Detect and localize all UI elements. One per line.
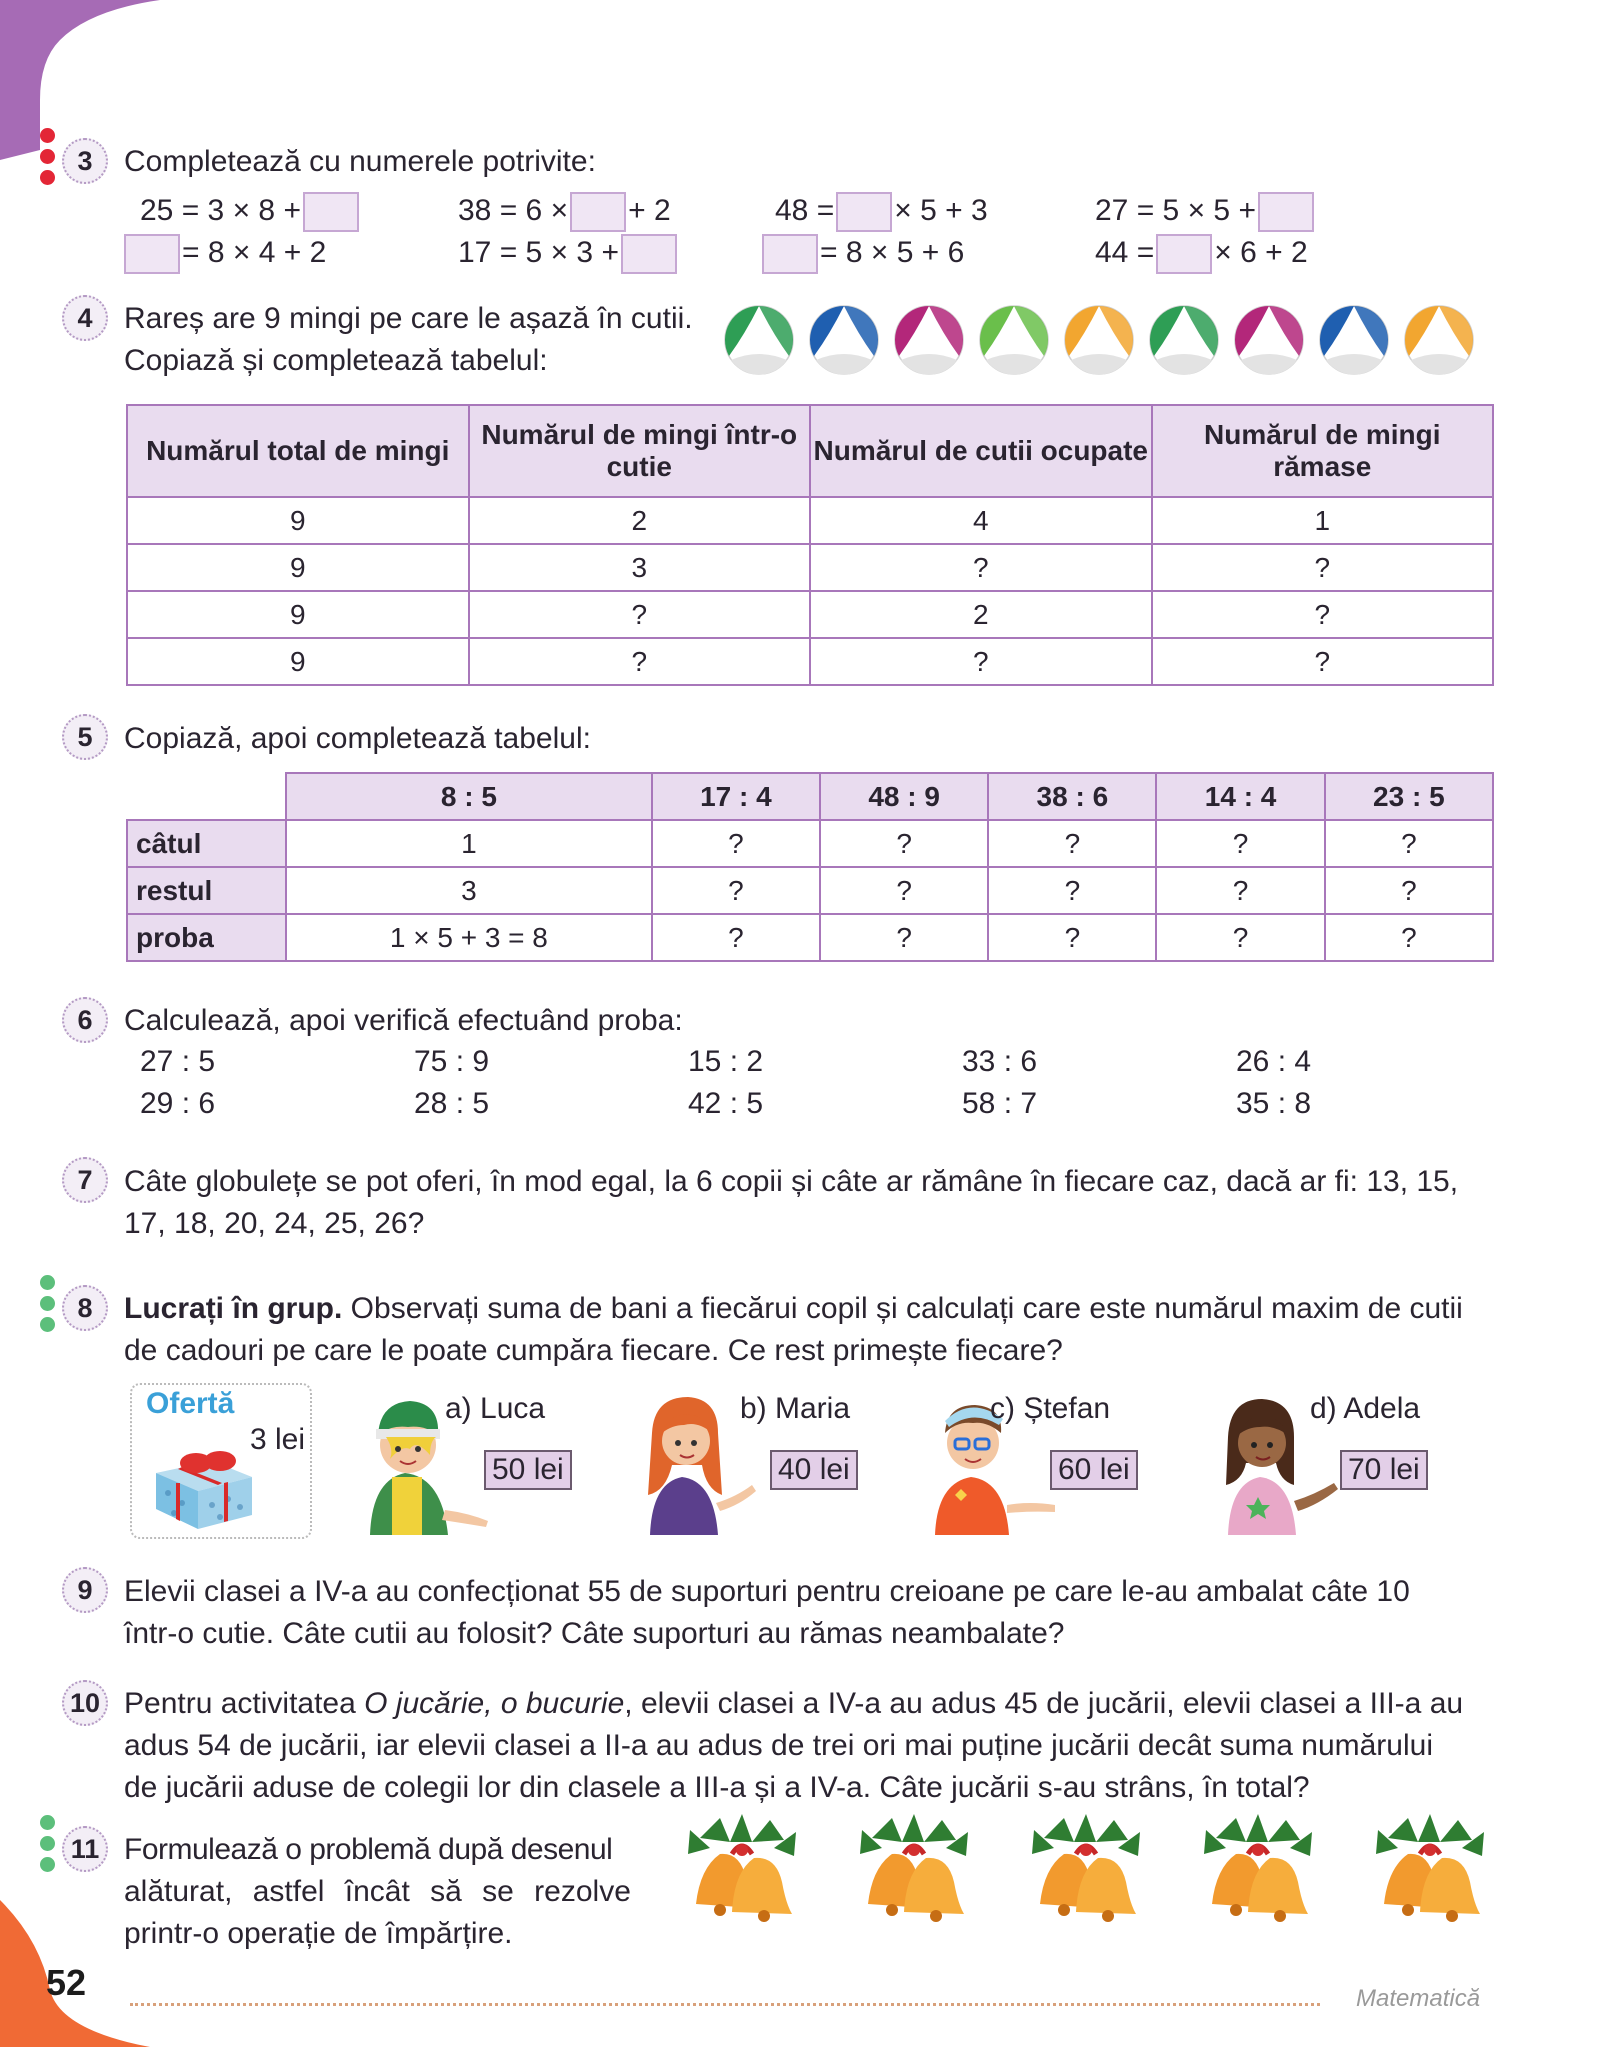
table-header: Numărul de mingi într-o cutie [469,405,811,497]
money-label: 70 lei [1340,1450,1428,1490]
bell-icon [852,1808,976,1933]
table-cell: ? [1325,867,1493,914]
exercise-text-line: de cadouri pe care le poate cumpăra fiecare. Ce rest primește fiecare? [124,1334,1063,1367]
equation: 27 = 5 × 5 + [1095,190,1316,232]
table-cell: ? [1156,867,1324,914]
footer-subject: Matematică [1356,1985,1481,2012]
exercise-text-line: Copiază și completează tabelul: [124,344,548,377]
equation: 17 = 5 × 3 + [458,232,679,274]
equation: = 8 × 4 + 2 [122,232,326,274]
gift-box-icon [148,1443,260,1538]
table-cell: ? [1325,820,1493,867]
beach-ball-icon [1403,304,1475,376]
table-cell: ? [820,820,988,867]
table-header: 23 : 5 [1325,773,1493,820]
table-cell: ? [469,591,811,638]
division-item: 15 : 2 [688,1045,764,1078]
table-cell: ? [1152,591,1494,638]
table-cell: ? [1152,638,1494,685]
table-cell: 4 [810,497,1152,544]
exercise-number: 6 [62,997,108,1043]
row-label: restul [127,867,286,914]
table-row [127,497,1493,544]
table-cell: ? [1156,820,1324,867]
exercise-text-line: Elevii clasei a IV-a au confecționat 55 de suporturi pentru creioane pe care le-au ambalat câte 10 [124,1575,1410,1608]
exercise-text-line: de jucării aduse de colegii lor din clasele a III-a și a IV-a. Câte jucării s-au strâns, în total? [124,1771,1310,1804]
answer-box[interactable] [836,192,892,232]
difficulty-dots [40,1275,56,1338]
equation: = 8 × 5 + 6 [760,232,964,274]
equation: 38 = 6 × + 2 [458,190,671,232]
exercise-text-line: Lucrați în grup. Observați suma de bani a fiecărui copil și calculați care este numărul maxim de cutii [124,1292,1463,1325]
table-row [127,591,1493,638]
table-cell: ? [652,914,820,961]
exercise-text-line: Pentru activitatea O jucărie, o bucurie, elevii clasei a IV-a au adus 45 de jucării, elevii clasei a III-a au [124,1687,1464,1720]
division-item: 75 : 9 [414,1045,490,1078]
equation: 44 = × 6 + 2 [1095,232,1308,274]
table-cell: ? [810,544,1152,591]
exercise-text-line: într-o cutie. Câte cutii au folosit? Câte suporturi au rămas neambalate? [124,1617,1065,1650]
table-header: 48 : 9 [820,773,988,820]
table-cell: ? [1325,914,1493,961]
table-cell: 2 [469,497,811,544]
table-header: 14 : 4 [1156,773,1324,820]
exercise-number: 3 [62,138,108,184]
table-row [127,867,1493,914]
bell-icon [680,1808,804,1933]
table-cell: 9 [127,497,469,544]
table-cell: ? [810,638,1152,685]
exercise-instruction: Completează cu numerele potrivite: [124,145,596,178]
table-cell: ? [988,820,1156,867]
table-cell: 1 × 5 + 3 = 8 [286,914,652,961]
answer-box[interactable] [124,234,180,274]
table-cell: ? [1152,544,1494,591]
division-item: 29 : 6 [140,1087,216,1120]
beach-ball-icon [1318,304,1390,376]
exercise-number: 5 [62,714,108,760]
beach-ball-icon [808,304,880,376]
exercise-text-line: Câte globulețe se pot oferi, în mod egal, la 6 copii și câte ar rămâne în fiecare caz, dacă ar fi: 13, 15, [124,1165,1459,1198]
table-cell: 3 [469,544,811,591]
exercise-text-line: 17, 18, 20, 24, 25, 26? [124,1207,425,1240]
offer-price: 3 lei [250,1423,306,1456]
table-header: Numărul de mingi rămase [1152,405,1494,497]
answer-box[interactable] [762,234,818,274]
exercise-number: 9 [62,1567,108,1613]
table-header: Numărul de cutii ocupate [810,405,1152,497]
beach-ball-icon [1233,304,1305,376]
exercise-text-line: Formulează o problemă după desenul [124,1833,613,1866]
table-cell: 1 [286,820,652,867]
exercise-text-line: alăturat, astfel încât să se rezolve [124,1875,631,1908]
table-row [127,820,1493,867]
table-header: 38 : 6 [988,773,1156,820]
bell-icon [1196,1808,1320,1933]
table-cell: ? [820,867,988,914]
kid-name-label: a) Luca [445,1392,546,1425]
table-cell: ? [988,867,1156,914]
answer-box[interactable] [1258,192,1314,232]
division-table [126,772,1494,962]
division-item: 26 : 4 [1236,1045,1312,1078]
table-cell: 3 [286,867,652,914]
table-cell: ? [1156,914,1324,961]
exercise-number: 4 [62,295,108,341]
exercise-text-line: Rareș are 9 mingi pe care le așază în cutii. [124,302,693,335]
exercise-number: 11 [62,1826,108,1872]
money-label: 60 lei [1050,1450,1138,1490]
table-cell: ? [652,867,820,914]
kid-name-label: c) Ștefan [990,1392,1111,1425]
money-label: 50 lei [484,1450,572,1490]
table-row [127,544,1493,591]
division-item: 33 : 6 [962,1045,1038,1078]
offer-title: Ofertă [146,1387,235,1420]
exercise-number: 7 [62,1157,108,1203]
division-item: 58 : 7 [962,1087,1038,1120]
exercise-number: 8 [62,1285,108,1331]
beach-ball-icon [1063,304,1135,376]
offer-card [130,1383,312,1539]
answer-box[interactable] [1156,234,1212,274]
table-row [127,914,1493,961]
row-label: proba [127,914,286,961]
table-cell: 1 [1152,497,1494,544]
money-label: 40 lei [770,1450,858,1490]
division-item: 28 : 5 [414,1087,490,1120]
beach-ball-icon [1148,304,1220,376]
corner-decoration-top [0,0,160,160]
table-cell: ? [652,820,820,867]
table-row [127,638,1493,685]
exercise-instruction: Calculează, apoi verifică efectuând proba: [124,1004,683,1037]
table-cell: ? [469,638,811,685]
equation: 25 = 3 × 8 + [140,190,361,232]
answer-box[interactable] [621,234,677,274]
table-cell: 9 [127,591,469,638]
footer-rule [130,2003,1320,2006]
page-number: 52 [46,1962,87,2003]
bell-icon [1368,1808,1492,1933]
table-header: 8 : 5 [286,773,652,820]
answer-box[interactable] [570,192,626,232]
beach-ball-icon [723,304,795,376]
exercise-number: 10 [62,1680,108,1726]
table-cell: ? [820,914,988,961]
exercise-text-line: printr-o operație de împărțire. [124,1917,513,1950]
bell-icon [1024,1808,1148,1933]
table-corner [127,773,286,820]
difficulty-dots [40,128,56,191]
exercise-instruction: Copiază, apoi completează tabelul: [124,722,591,755]
exercise-text-line: adus 54 de jucării, iar elevii clasei a II-a au adus de trei ori mai puține jucării decât suma numărului [124,1729,1433,1762]
division-item: 27 : 5 [140,1045,216,1078]
table-header: 17 : 4 [652,773,820,820]
table-cell: 9 [127,638,469,685]
kid-name-label: b) Maria [740,1392,851,1425]
kid-name-label: d) Adela [1310,1392,1421,1425]
table-header: Numărul total de mingi [127,405,469,497]
table-cell: 2 [810,591,1152,638]
row-label: câtul [127,820,286,867]
equation: 48 = × 5 + 3 [775,190,988,232]
table-cell: 9 [127,544,469,591]
beach-ball-icon [978,304,1050,376]
difficulty-dots [40,1815,56,1878]
division-item: 35 : 8 [1236,1087,1312,1120]
balls-table [126,404,1494,686]
answer-box[interactable] [303,192,359,232]
division-item: 42 : 5 [688,1087,764,1120]
beach-ball-icon [893,304,965,376]
table-cell: ? [988,914,1156,961]
